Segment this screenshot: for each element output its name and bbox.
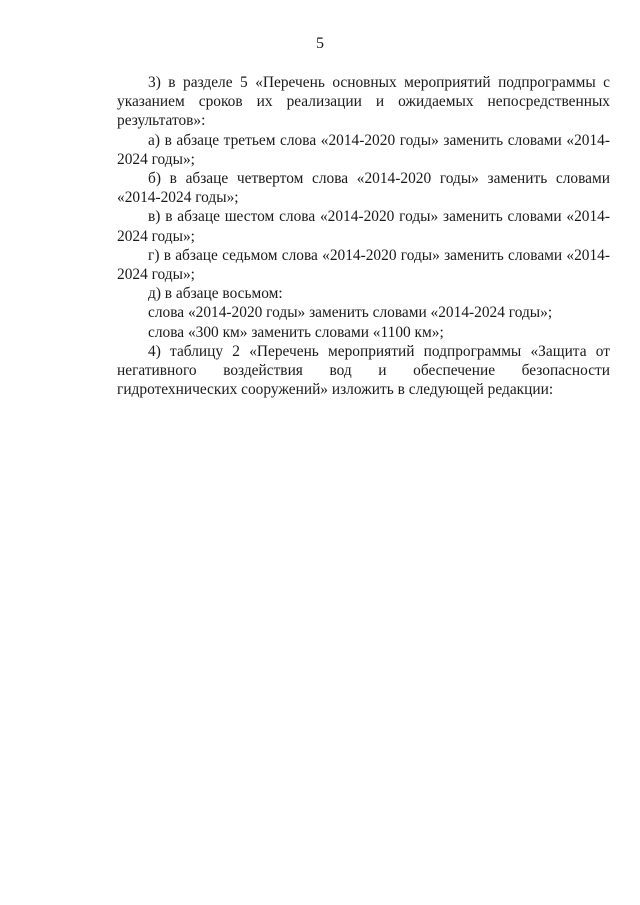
- paragraph-section-5: 3) в разделе 5 «Перечень основных мероприятий подпрограммы с указанием сроков их реализации и ожидаемых непосредственных результатов»:: [117, 74, 610, 130]
- paragraph-subitem-km: слова «300 км» заменить словами «1100 км»;: [148, 323, 444, 341]
- paragraph-subitem-years: слова «2014-2020 годы» заменить словами «2014-2024 годы»;: [148, 304, 553, 322]
- paragraph-item-g: г) в абзаце седьмом слова «2014-2020 годы» заменить словами «2014-2024 годы»;: [117, 246, 610, 284]
- paragraph-item-d: д) в абзаце восьмом:: [148, 285, 283, 303]
- paragraph-item-b: б) в абзаце четвертом слова «2014-2020 годы» заменить словами «2014-2024 годы»;: [117, 170, 610, 207]
- paragraph-item-v: в) в абзаце шестом слова «2014-2020 годы» заменить словами «2014-2024 годы»;: [117, 208, 610, 245]
- paragraph-item-a: а) в абзаце третьем слова «2014-2020 годы» заменить словами «2014-2024 годы»;: [117, 131, 610, 168]
- paragraph-table-2: 4) таблицу 2 «Перечень мероприятий подпрограммы «Защита от негативного воздействия вод и обеспечение безопасности гидротехнических сооружений» изложить в следующей редакции:: [117, 342, 610, 399]
- page-number: 5: [316, 35, 324, 52]
- document-body: [117, 73, 610, 399]
